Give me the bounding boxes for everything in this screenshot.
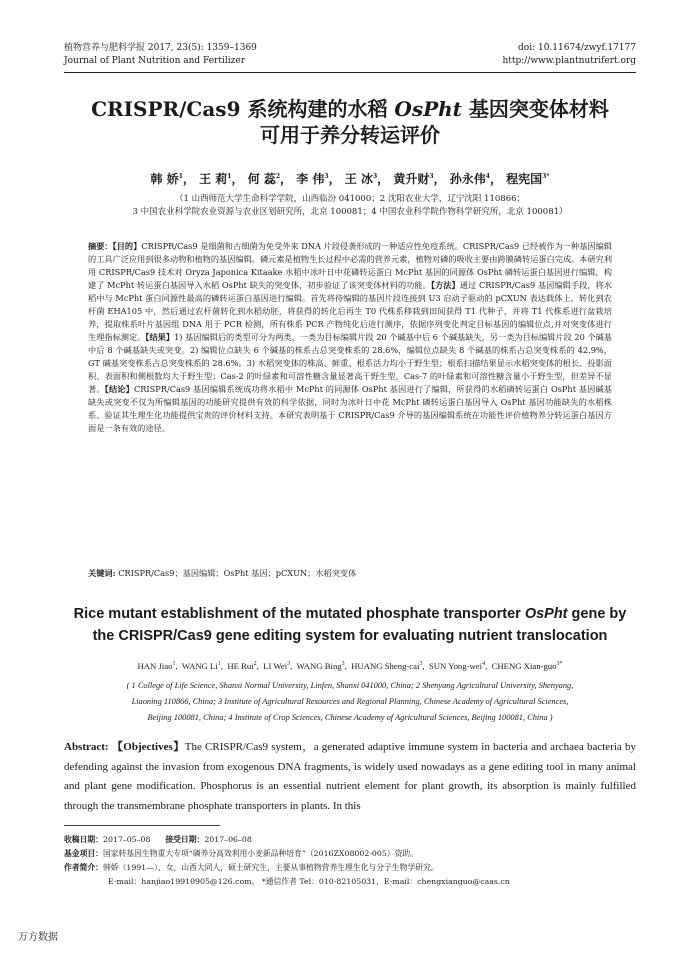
en-author: WANG Bing$^3$ <box>296 661 345 671</box>
wanfang-watermark: 万方数据 <box>18 932 58 943</box>
en-title <box>50 603 650 647</box>
en-affiliations <box>60 678 640 726</box>
en-affiliation-line: Liaoning 110866, China; 3 Institute of Agricultural Resources and Regional Planning, Chinese Academy of Agricultural Sciences, <box>131 697 569 706</box>
footnote-divider <box>64 825 220 826</box>
header-divider <box>64 72 636 73</box>
cn-author: 黄升财$^3$ <box>393 172 434 186</box>
en-affiliation-line: ( 1 College of Life Science, Shanxi Normal University, Linfen, Shanxi 041000, China; 2 Shenyang Agricultural University, Shenyang, <box>126 681 574 690</box>
en-author: SUN Yong-wei$^4$ <box>428 661 486 671</box>
cn-keywords-text: CRISPR/Cas9；基因编辑；OsPht 基因；pCXUN；水稻突变体 <box>118 568 357 578</box>
cn-affiliation-line: （1 山西师范大学生命科学学院，山西临汾 041000；2 沈阳农业大学，辽宁沈阳 110866； <box>174 194 526 204</box>
cn-methods-label: 【方法】 <box>430 280 460 290</box>
en-objectives-label: 【Objectives】 <box>111 741 185 753</box>
en-abstract <box>64 738 636 816</box>
cn-author: 何 蕊$^2$ <box>247 172 281 186</box>
en-author-list: HAN Jiao$^1$, WANG Li$^1$, HE Rui$^2$, LI Wei$^3$, WANG Bing$^3$, HUANG Sheng-cai$^3$, SUN Yong-wei$^4$, CHENG Xian-guo$^{3*}$ <box>137 661 563 671</box>
cn-title-text-a: CRISPR/Cas9 系统构建的水稻 <box>91 97 395 121</box>
footnote-author: 作者简介：韩娇（1991—）、女，山西大同人，硕士研究生，主要从事植物营养生理生化与分子生物学研究。 <box>64 863 439 872</box>
en-author: HUANG Sheng-cai$^3$ <box>351 661 423 671</box>
cn-keywords <box>88 567 612 580</box>
en-title-line1: Rice mutant establishment of the mutated phosphate transporter OsPht gene by <box>73 606 627 622</box>
cn-conclusion-label: 【结论】 <box>104 384 134 394</box>
en-author: CHENG Xian-guo$^{3*}$ <box>491 661 563 671</box>
cn-author: 韩 娇$^1$ <box>150 172 183 186</box>
doi-text[interactable]: doi: 10.11674/zwyf.17177 <box>518 43 636 53</box>
cn-results-label: 【结果】 <box>145 332 175 342</box>
cn-author: 王 冰$^3$ <box>344 172 378 186</box>
cn-title-line1 <box>40 96 660 122</box>
footnote-contact[interactable]: E-mail：hanjiao19910905@126.com。 *通信作者 Tel：010-82105031，E-mail：chengxianguo@caas.cn <box>108 877 510 886</box>
footnote-fund: 基金项目：国家转基因生物重大专项“磷养分高效利用小麦新品种培育”（2016ZX08002-005）资助。 <box>64 849 418 858</box>
cn-affiliations <box>60 193 640 219</box>
cn-author: 李 伟$^3$ <box>296 172 329 186</box>
cn-keywords-label: 关键词: <box>88 568 116 578</box>
cn-objective-label: 【目的】 <box>112 241 142 251</box>
cn-objective-text: CRISPR/Cas9 是细菌和古细菌为免受外来 DNA 片段侵袭形成的一种适应性免疫系统。CRISPR/Cas9 已经被作为一种基因编辑的工具广泛应用到很多动物和植物的基因编辑。磷元素是植物生长过程中必需的营养元素，植物对磷的吸收主要由跨膜磷转运蛋白完成。本研究利用 CRISPR/Cas9 技术对 Oryza Japonica Kitaake 水稻中冰叶日中花磷转运蛋白 McPht 基因的同源体 OsPht 磷转运蛋白基因进行编辑，构建了 McPht 转运蛋白基因导入水稻 OsPht 缺失的突变体，初步验证了该突变体材料的功能。 <box>88 241 613 290</box>
cn-author: 王 莉$^1$ <box>199 172 232 186</box>
journal-cn-citation: 植物营养与肥料学报 2017, 23(5): 1359–1369 <box>64 43 257 53</box>
en-affiliation-line: Beijing 100081, China; 4 Institute of Crop Sciences, Chinese Academy of Agricultural Sciences, Beijing 100081, China ) <box>147 713 553 722</box>
cn-title-line2: 可用于养分转运评价 <box>260 123 440 147</box>
cn-title-gene: OsPht <box>394 97 462 121</box>
en-abstract-label: Abstract: <box>64 741 109 753</box>
accepted-date: 2017–06–08 <box>204 835 252 844</box>
cn-abstract-label: 摘要： <box>88 241 113 251</box>
cn-author: 程宪国$^{3*}$ <box>506 172 550 186</box>
en-author: HE Rui$^2$ <box>227 661 257 671</box>
en-author: WANG Li$^1$ <box>181 661 221 671</box>
received-date: 2017–05–08 <box>102 835 151 844</box>
footnotes <box>64 833 636 889</box>
cn-results-text: 1) 基因编辑后的类型可分为两类，一类为目标编辑片段 20 个碱基中后 6 个碱基缺失，另一类为目标编辑片段 20 个碱基中后 8 个碱基缺失或突变。2) 编辑位点缺失 6 个碱基的株系占总突变株系的 28.6%，编辑位点缺失 8 个碱基的株系占总突变株系的 42.9%，GT 碱基突变株系占总突变株系的 28.6%。3) 水稻突变体的株高、鲜重、根系活力均小于野生型；根系扫描结果显示水稻突变体的根长、投影面积、表面积和侧根数均大于野生型；Cas-2 的叶绿素和可溶性糖含量显著高于野生型，Cas-7 的叶绿素和可溶性糖含量小于野生型，但差异不显著。 <box>88 332 612 394</box>
en-author: LI Wei$^3$ <box>263 661 291 671</box>
cn-author: 孙永伟$^4$ <box>449 172 490 186</box>
cn-author-list: 韩 娇$^1$， 王 莉$^1$， 何 蕊$^2$， 李 伟$^3$， 王 冰$^3$， 黄升财$^3$， 孙永伟$^4$， 程宪国$^{3*}$ <box>150 172 550 186</box>
en-title-gene: OsPht <box>524 606 568 622</box>
header-left <box>64 42 257 68</box>
cn-abstract <box>88 240 612 435</box>
cn-title-text-b: 基因突变体材料 <box>461 97 609 121</box>
journal-url[interactable]: http://www.plantnutrifert.org <box>502 56 636 66</box>
en-abstract-text: The CRISPR/Cas9 system，a generated adaptive immune system in bacteria and archaea bacteria by defending against the invasion from exogenous DNA fragments, is widely used nowadays as a gene editing tool in many animal and plant gene modification. Phosphorus is an essential nutrient element for plant growth, its absorption is mainly fulfilled through the transmembrane phosphate transporters in plants. In this <box>64 741 636 812</box>
cn-affiliation-line: 3 中国农业科学院农业资源与农业区划研究所，北京 100081；4 中国农业科学院作物科学研究所，北京 100081） <box>132 207 568 217</box>
cn-methods-text: 通过 CRISPR/Cas9 基因编辑手段，将水稻中与 McPht 蛋白同源性最高的磷转运蛋白基因进行编辑。首先将待编辑的基因片段连接到 U3 启动子驱动的 pCXUN 表达载体上，转化到农杆菌 EHA105 中，然后通过农杆菌转化到水稻幼胚，将获得的转化后再生 T0 代株系移栽到田间获得 T1 代种子，并将 T1 代株系进行盆栽培养，提取株系叶片基因组 DNA 用于 PCR 检测，所有株系 PCR 产物纯化后进行测序，依据序列变化判定目标基因的编辑位点,并对突变体进行生理指标测定。 <box>88 280 612 342</box>
footnote-dates: 收稿日期：2017–05–08 接受日期：2017–06–08 <box>64 835 252 844</box>
cn-conclusion-text: CRISPR/Cas9 基因编辑系统成功将水稻中 McPht 的同源体 OsPht 基因进行了编辑，所获得的水稻磷转运蛋白 OsPht 基因碱基缺失或突变不仅为所编辑基因的功能研究提供有效的科学依据，同时为冰叶日中花 McPht 磷转运蛋白基因导入 OsPht 基因功能缺失的水稻株系、验证其生理生化功能提供宝贵的评价材料支持。本研究表明基于 CRISPR/Cas9 介导的基因编辑系统在功能性评价植物养分转运蛋白基因方面是一条有效的途径。 <box>88 384 612 433</box>
journal-en-name: Journal of Plant Nutrition and Fertilizer <box>64 56 246 66</box>
en-title-line2: the CRISPR/Cas9 gene editing system for evaluating nutrient translocation <box>92 628 608 644</box>
header-right <box>502 42 636 68</box>
en-author: HAN Jiao$^1$ <box>137 661 176 671</box>
cn-title <box>40 96 660 148</box>
